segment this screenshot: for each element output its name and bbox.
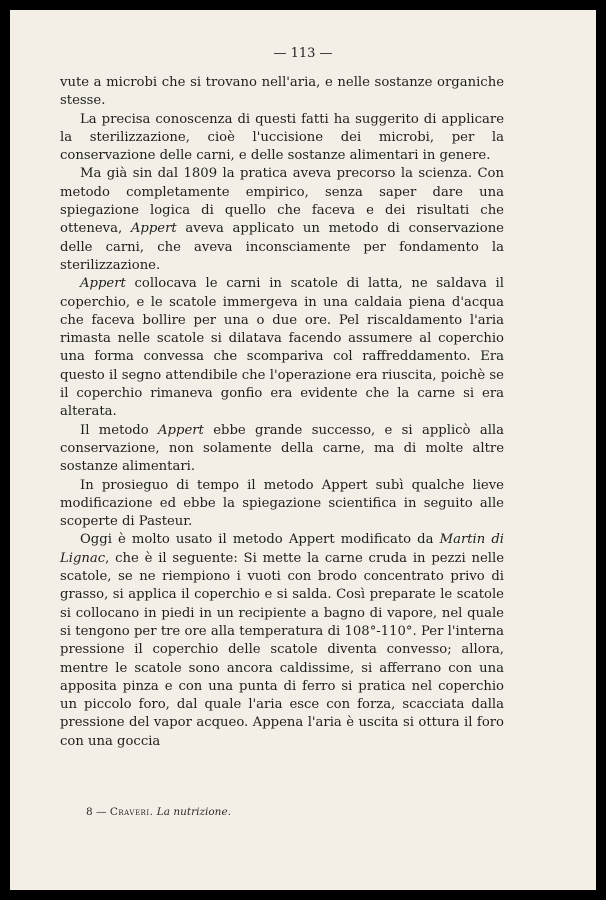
footer-title: La nutrizione. — [156, 806, 231, 818]
paragraph — [60, 74, 504, 111]
text-run: Il metodo — [80, 422, 159, 438]
text-run: Ma già sin dal 1809 la pratica aveva precorso la scienza. Con metodo completamente empirico, senza saper dare una spiegazione logica di quello che faceva e dei risultati che otteneva, — [60, 166, 504, 237]
text-run: vute a microbi che si trovano nell'aria, e nelle sostanze organiche stesse. — [60, 75, 504, 109]
italic-name: Appert — [80, 276, 126, 292]
page-footer — [86, 806, 231, 818]
paragraph — [60, 531, 504, 751]
footer-signature: 8 — — [86, 806, 107, 818]
paragraph — [60, 422, 504, 477]
paragraph — [60, 165, 504, 275]
text-run: ebbe grande successo, e si applicò alla conservazione, non solamente della carne, ma di molte altre sostanze alimentari. — [60, 422, 504, 475]
text-run: collocava le carni in scatole di latta, ne saldava il coperchio, e le scatole immergeva in una caldaia piena d'acqua che faceva bollire per una o due ore. Pel riscaldamento l'aria rimasta nelle scatole si dilatava facendo assumere al coperchio una forma convessa che scompariva col raffreddamento. Era questo il segno attendibile che l'operazione era riuscita, poichè se il coperchio rimaneva gonfio era evidente che la carne si era alterata. — [60, 276, 504, 420]
text-run: Oggi è molto usato il metodo Appert modificato da — [80, 532, 440, 548]
italic-name: Appert — [130, 221, 177, 237]
text-run: La precisa conoscenza di questi fatti ha suggerito di applicare la sterilizzazione, cioè l'uccisione dei microbi, per la conservazione delle carni, e delle sostanze alimentari in genere. — [60, 111, 504, 164]
paragraph — [60, 477, 504, 532]
text-run: aveva applicato un metodo di conservazione delle carni, che aveva inconsciamente per fondamento la sterilizzazione. — [60, 221, 504, 273]
paragraph — [60, 275, 504, 421]
paragraph — [60, 111, 504, 166]
text-run: , che è il seguente: Si mette la carne cruda in pezzi nelle scatole, se ne riempiono i vuoti con brodo concentrato privo di grasso, si applica il coperchio e si salda. Così preparate le scatole si collocano in piedi in un recipiente a bagno di vapore, nel quale si tengono per tre ore alla temperatura di 108°-110°. Per l'interna pressione il coperchio delle scatole diventa convesso; allora, mentre le scatole sono ancora caldissime, si afferrano con una apposita pinza e con una punta di ferro si pratica nel coperchio un piccolo foro, dal quale l'aria esce con forza, scacciata dalla pressione del vapor acqueo. Appena l'aria è uscita si ottura il foro con una goccia — [60, 550, 504, 749]
italic-name: Appert — [158, 422, 204, 438]
footer-author: Craveri. — [109, 806, 154, 818]
body-text — [60, 74, 504, 751]
italic-name: Martin di Lignac — [60, 532, 504, 566]
book-page — [10, 10, 596, 890]
text-run: In prosieguo di tempo il metodo Appert subì qualche lieve modificazione ed ebbe la spiegazione scientifica in seguito alle scoperte di Pasteur. — [60, 477, 504, 530]
page-number: — 113 — — [273, 46, 333, 61]
